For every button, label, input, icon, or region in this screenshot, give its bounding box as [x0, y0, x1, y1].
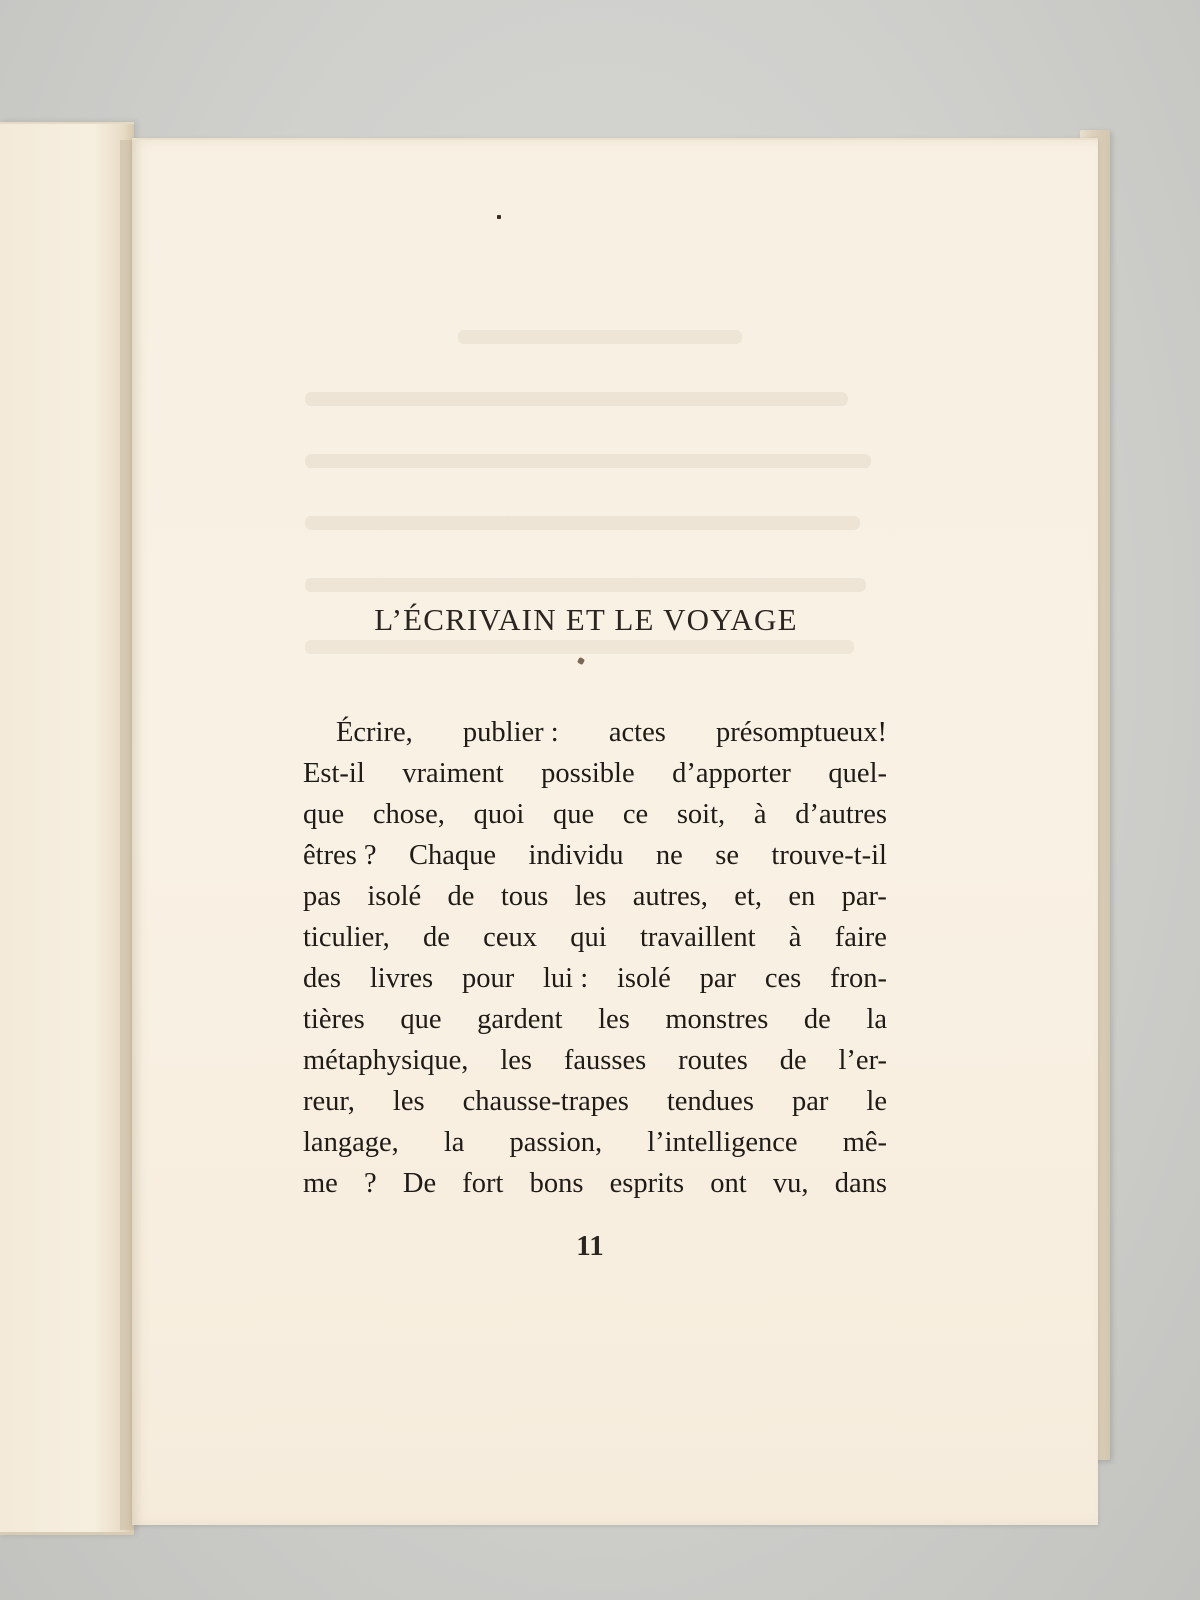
word: que: [552, 799, 595, 830]
word: langage,: [303, 1127, 399, 1158]
chapter-title: L’ÉCRIVAIN ET LE VOYAGE: [374, 602, 798, 637]
word: isolé: [367, 881, 422, 912]
page-gutter: [120, 140, 142, 1530]
text-line: [303, 876, 887, 917]
word: les: [392, 1086, 425, 1117]
word: l’intelligence: [647, 1127, 798, 1158]
word: chose,: [372, 799, 445, 830]
word: ticulier,: [303, 922, 390, 953]
word: ceux: [483, 922, 537, 953]
text-line: [303, 835, 887, 876]
word: gardent: [477, 1004, 563, 1035]
word: que: [303, 799, 345, 830]
word: à: [753, 799, 767, 830]
word: que: [400, 1004, 442, 1035]
word: dans: [834, 1168, 887, 1199]
word: et,: [734, 881, 762, 912]
word: Chaque: [409, 840, 497, 871]
word: par-: [841, 881, 887, 912]
word: ces: [764, 963, 802, 994]
word: fort: [462, 1168, 504, 1199]
word: d’apporter: [672, 758, 791, 789]
word: possible: [541, 758, 635, 789]
text-line: [303, 753, 887, 794]
word: les: [598, 1004, 630, 1035]
word: monstres: [665, 1004, 769, 1035]
text-line: [303, 1163, 887, 1204]
word: Écrire,: [336, 717, 413, 748]
word: de: [422, 922, 450, 953]
word: de: [779, 1045, 807, 1076]
word: vu,: [772, 1168, 809, 1199]
word: actes: [608, 717, 666, 748]
ghost-line: [305, 516, 860, 530]
word: qui: [570, 922, 607, 953]
word: tous: [500, 881, 549, 912]
word: chausse-trapes: [462, 1086, 629, 1117]
page-number: 11: [576, 1230, 604, 1262]
word: par: [699, 963, 736, 994]
word: ne: [655, 840, 683, 871]
word: De: [402, 1168, 437, 1199]
word: Est-il: [303, 758, 365, 789]
word: travaillent: [639, 922, 756, 953]
text-line: [303, 794, 887, 835]
word: êtres ?: [303, 840, 377, 871]
text-line: [303, 1122, 887, 1163]
word: se: [715, 840, 739, 871]
word: l’er-: [838, 1045, 887, 1076]
word: de: [447, 881, 475, 912]
paper-speck: [497, 215, 501, 219]
word: soit,: [676, 799, 726, 830]
word: la: [866, 1004, 887, 1035]
text-line: [303, 958, 887, 999]
word: ce: [622, 799, 649, 830]
word: de: [803, 1004, 831, 1035]
ghost-line: [305, 640, 854, 654]
ghost-line: [458, 330, 741, 344]
word: bons: [529, 1168, 584, 1199]
word: métaphysique,: [303, 1045, 469, 1076]
word: les: [500, 1045, 532, 1076]
word: publier :: [462, 717, 559, 748]
word: le: [866, 1086, 887, 1117]
word: mê-: [842, 1127, 887, 1158]
word: la: [443, 1127, 465, 1158]
word: pas: [303, 881, 341, 912]
text-line: [303, 1081, 887, 1122]
word: me: [303, 1168, 338, 1199]
word: tendues: [666, 1086, 754, 1117]
word: esprits: [609, 1168, 685, 1199]
word: fausses: [563, 1045, 647, 1076]
word: des: [303, 963, 341, 994]
word: passion,: [509, 1127, 603, 1158]
word: quel-: [828, 758, 887, 789]
text-line: [303, 917, 887, 958]
left-page: [0, 122, 134, 1535]
text-line: [303, 712, 887, 753]
word: à: [788, 922, 802, 953]
word: vraiment: [402, 758, 504, 789]
word: reur,: [303, 1086, 355, 1117]
show-through-text: [305, 330, 895, 702]
word: tières: [303, 1004, 365, 1035]
word: en: [788, 881, 816, 912]
ghost-line: [305, 392, 848, 406]
word: isolé: [616, 963, 671, 994]
word: les: [574, 881, 607, 912]
word: individu: [528, 840, 624, 871]
word: ?: [364, 1168, 377, 1199]
word: livres: [369, 963, 434, 994]
word: lui :: [543, 963, 589, 994]
word: faire: [834, 922, 887, 953]
word: trouve-t-il: [771, 840, 887, 871]
word: quoi: [473, 799, 525, 830]
text-line: [303, 999, 887, 1040]
word: présomptueux!: [716, 717, 887, 748]
body-text: [303, 712, 887, 1204]
word: routes: [678, 1045, 748, 1076]
word: fron-: [830, 963, 887, 994]
text-line: [303, 1040, 887, 1081]
word: ont: [710, 1168, 747, 1199]
word: par: [791, 1086, 829, 1117]
word: d’autres: [795, 799, 887, 830]
ghost-line: [305, 578, 866, 592]
word: autres,: [632, 881, 708, 912]
ghost-line: [305, 454, 871, 468]
word: pour: [461, 963, 515, 994]
